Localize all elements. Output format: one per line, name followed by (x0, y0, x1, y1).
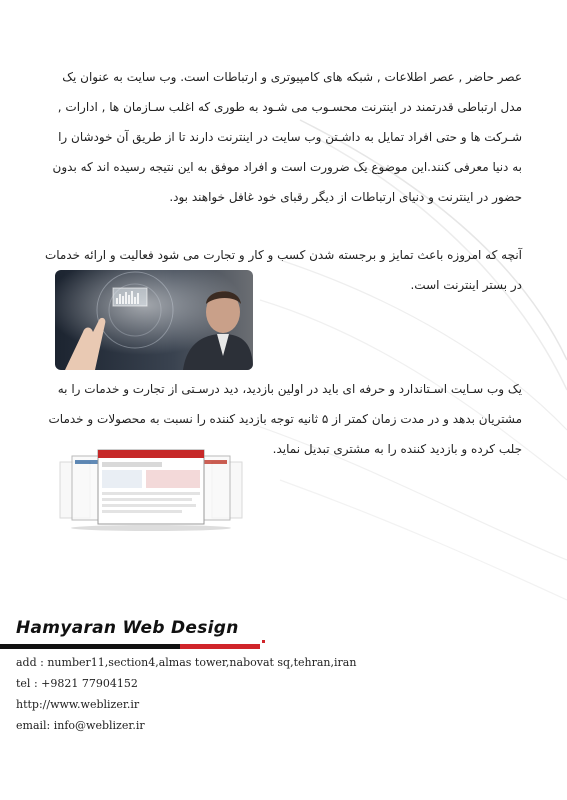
text-line: آنچه که امروزه باعث تمایز و برجسته شدن کسب و کار و تجارت می شود فعالیت و ارائه خدمات (44, 248, 522, 262)
businessman-touch-photo (55, 270, 253, 370)
contact-address: add : number11,section4,almas tower,nabovat sq,tehran,iran (16, 656, 357, 669)
text-line: عصر حاضر , عصر اطلاعات , شبکه های کامپیوتری و ارتباطات است. وب سایت به عنوان یک (62, 70, 522, 84)
brand-underline-black (0, 644, 180, 649)
text-line: در بستر اینترنت است. (410, 278, 522, 292)
text-line: به دنیا معرفی کنند.این موضوع یک ضرورت است و افراد موفق به این نتیجه رسیده اند که بدون (52, 160, 522, 174)
brand-logo-text: Hamyaran Web Design (16, 618, 239, 638)
text-line: مشتریان بدهد و در مدت زمان کمتر از ۵ ثانیه توجه بازدید کننده را نسبت به محصولات و خدمات (48, 412, 522, 426)
text-line: حضور در اینترنت و دنیای ارتباطات از دیگر رقبای خود غافل خواهند بود. (169, 190, 522, 204)
brand-underline-red (180, 644, 260, 649)
text-line: جلب کرده و بازدید کننده را به مشتری تبدیل نماید. (272, 442, 522, 456)
text-line: شـرکت ها و حتی افراد تمایل به داشـتن وب سایت در اینترنت دارند تا از طریق آن خودشان را (58, 130, 522, 144)
intro-paragraph (42, 62, 522, 212)
contact-email-link[interactable]: email: info@weblizer.ir (16, 719, 145, 732)
text-line: مدل ارتباطی قدرتمند در اینترنت محسـوب می شـود به طوری که اغلب سـازمان ها , ادارات , (57, 100, 522, 114)
website-screenshots-image (58, 448, 244, 532)
contact-phone: tel : +9821 77904152 (16, 677, 138, 690)
contact-website-link[interactable]: http://www.weblizer.ir (16, 698, 140, 711)
text-line: یک وب سـایت اسـتاندارد و حرفه ای باید در اولین بازدید، دید درسـتی از تجارت و خدمات را به (57, 382, 522, 396)
brand-accent-dot (262, 640, 265, 643)
